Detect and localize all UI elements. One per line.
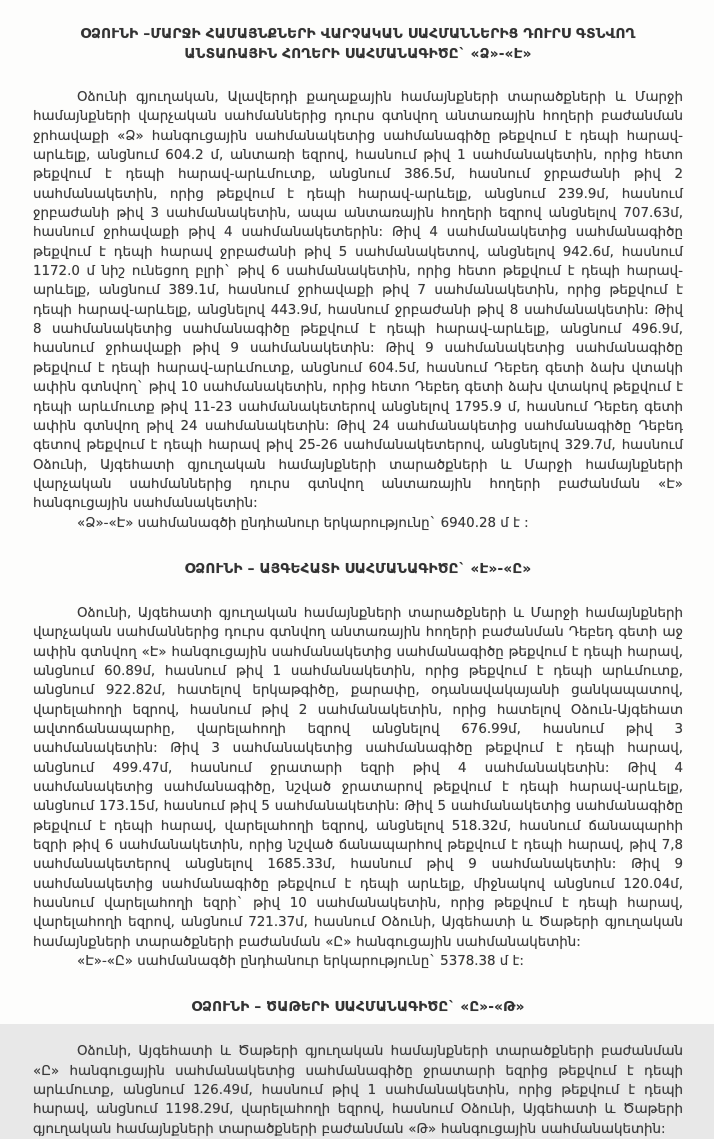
section-heading: ՕՁՈՒՆԻ – ԾԱԹԵՐԻ ՍԱՀՄԱՆԱԳԻԾԸ` «Ը»-«Թ» (191, 999, 525, 1016)
document-title: ՕՁՈՒՆԻ –ՄԱՐՋԻ ՀԱՄԱՅՆՔՆԵՐԻ ՎԱՐՉԱԿԱՆ ՍԱՀՄԱՆՆԵՐԻՑ ԴՈՒՐՍ ԳՏՆՎՈՂ ԱՆՏԱՌԱՅԻՆ ՀՈՂԵՐԻ ՍԱՀՄԱՆԱԳԻԾԸ` «Ձ»-«Է» (80, 26, 636, 62)
section-odzun-marj (33, 24, 683, 533)
total-length-line: «Է»-«Ը» սահմանագծի ընդհանուր երկարությունը` 5378.38 մ է: (77, 954, 524, 970)
boundary-description-paragraph: Օձունի գյուղական, Ալավերդի քաղաքային համայնքների տարածքների և Մարջի համայնքների վարչական սահմաններից դուրս գտնվող անտառային հողերի բաժանման ջրհավաքի «Ձ» հանգուցային սահմանակետից սահմանագիծը թեքվում է դեպի հարավ-արևելք, անցնում 604.2 մ, անտառի եզրով, հասնում թիվ 1 սահմանակետին, որից հետո թեքվում է դեպի հարավ-արևմուտք, անցնում 386.5մ, հասնում ջրբաժանի թիվ 2 սահմանակետին, որից թեքվում է դեպի հարավ-արևելք, անցնում 239.9մ, հասնում ջրբաժանի թիվ 3 սահմանակետին, ապա անտառային հողերի եզրով անցնելով 707.63մ, հասնում ջրհավաքի թիվ 4 սահմանակետերին: Թիվ 4 սահմանակետից սահմանագիծը թեքվում է դեպի հարավ ջրբաժանի թիվ 5 սահմանակետով, անցնելով 942.6մ, հասնում 1172.0 մ նիշ ունեցող բլրի` թիվ 6 սահմանակետին, որից հետո թեքվում է դեպի հարավ-արևելք, անցնում 389.1մ, հասնում ջրհավաքի թիվ 7 սահմանակետին, որից թեքվում է դեպի հարավ-արևելք, անցնելով 443.9մ, հասնում ջրբաժանի թիվ 8 սահմանակետին: Թիվ 8 սահմանակետից սահմանագիծը թեքվում է դեպի հարավ-արևելք, անցնում 496.9մ, հասնում ջրհավաքի թիվ 9 սահմանակետին: Թիվ 9 սահմանակետից սահմանագիծը թեքվում է դեպի հարավ-արևմուտք, անցնում 604.5մ, հասնում Դեբեդ գետի ձախ վտակի ափին գտնվող` թիվ 10 սահմանակետին, որից հետո Դեբեդ գետի ձախ վտակով թեքվում է դեպի արևմուտք թիվ 11-23 սահմանակետերով անցնելով 1795.9 մ, հասնում Դեբեդ գետի ափին գտնվող թիվ 24 սահմանակետին: Թիվ 24 սահմանակետից սահմանագիծը Դեբեդ գետով թեքվում է դեպի հարավ թիվ 25-26 սահմանակետերով, անցնելով 329.7մ, հասնում Օձունի, Այգեհատի գյուղական համայնքների տարածքների և Մարջի համայնքների վարչական սահմաններից դուրս գտնվող անտառային հողերի բաժանման «Է» հանգուցային սահմանակետին: (33, 90, 683, 512)
section-heading: ՕՁՈՒՆԻ – ԱՅԳԵՀԱՏԻ ՍԱՀՄԱՆԱԳԻԾԸ` «Է»-«Ը» (184, 560, 532, 577)
boundary-description-paragraph: Օձունի, Այգեհատի գյուղական համայնքների տարածքների և Մարջի համայնքների վարչական սահմաններից դուրս գտնվող անտառային հողերի բաժանման Դեբեդ գետի աջ ափին գտնվող «Է» հանգուցային սահմանակետից սահմանագիծը թեքվում է դեպի հարավ, անցնում 60.89մ, հասնում թիվ 1 սահմանակետին, որից թեքվում է դեպի արևմուտք, անցնում 922.82մ, հատելով երկաթգիծը, քարափը, օդանավակայանի ցանկապատով, վարելահողի եզրով, հասնում թիվ 2 սահմանակետին, որից հատելով Օձուն-Այգեհատ ավտոճանապարհը, վարելահողի եզրով անցնելով 676.99մ, հասնում թիվ 3 սահմանակետին: Թիվ 3 սահմանակետից սահմանագիծը թեքվում է դեպի հարավ, անցնում 499.47մ, հասնում ջրատարի եզրի թիվ 4 սահմանակետին: Թիվ 4 սահմանակետից սահմանագիծը, նշված ջրատարով թեքվում է դեպի հարավ-արևելք, անցնում 173.15մ, հասնում թիվ 5 սահմանակետին: Թիվ 5 սահմանակետից սահմանագիծը թեքվում է դեպի հարավ, վարելահողի եզրով, անցնելով 518.32մ, հասնում ճանապարհի եզրի թիվ 6 սահմանակետին, որից նշված ճանապարհով թեքվում է դեպի հարավ, թիվ 7,8 սահմանակետերով անցնելով 1685.33մ, հասնում թիվ 9 սահմանակետին: Թիվ 9 սահմանակետից սահմանագիծը թեքվում է դեպի արևելք, միջնակով անցնում 120.04մ, հասնում վարելահողի եզրի` թիվ 10 սահմանակետին, որից թեքվում է դեպի հարավ, վարելահողի եզրով, անցնում 721.37մ, հասնում Օձունի, Այգեհատի և Ծաթերի գյուղական համայնքների տարածքների բաժանման «Ը» հանգուցային սահմանակետին: (33, 605, 683, 950)
total-length-line: «Ձ»-«Է» սահմանագծի ընդհանուր երկարությունը` 6940.28 մ է : (77, 515, 529, 531)
section-odzun-tsater (33, 997, 683, 1139)
boundary-description-paragraph: Օձունի, Այգեհատի և Ծաթերի գյուղական համայնքների տարածքների բաժանման «Ը» հանգուցային սահմանակետից սահմանագիծը ջրատարի եզրից թեքվում է դեպի արևմուտք, անցնում 126.49մ, հասնում թիվ 1 սահմանակետին, որից թեքվում է դեպի հարավ, անցնում 1198.29մ, վարելահողի եզրով, հասնում Օձունի, Այգեհատի և Ծաթերի գյուղական համայնքների տարածքների բաժանման «Թ» հանգուցային սահմանակետին: (33, 1044, 683, 1137)
section-odzun-aygehat (33, 559, 683, 972)
